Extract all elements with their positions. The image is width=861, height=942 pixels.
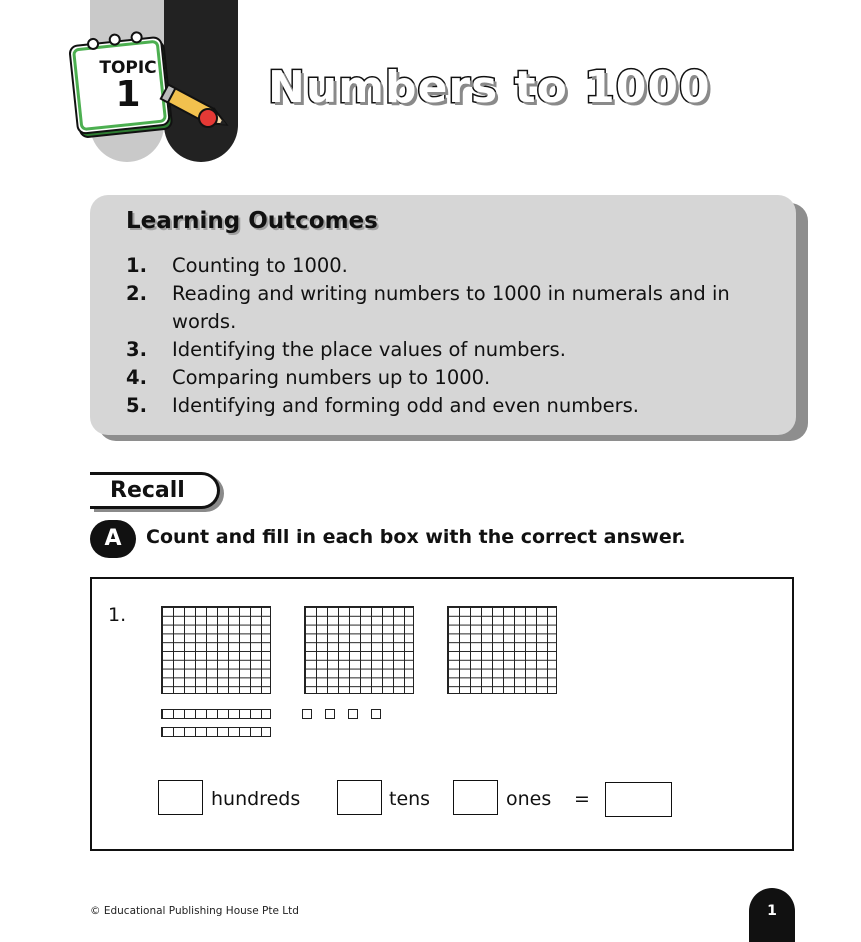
list-item-number: 1. — [126, 254, 147, 277]
ones-label: ones — [506, 788, 552, 810]
list-item — [126, 280, 786, 336]
total-answer-box[interactable] — [605, 782, 672, 817]
list-item-number: 2. — [126, 282, 147, 305]
page-title: Numbers to 1000 — [268, 62, 711, 113]
ten-rod — [161, 727, 271, 737]
ones-answer-box[interactable] — [453, 780, 498, 815]
hundred-flat — [304, 606, 414, 694]
hundred-flat — [447, 606, 557, 694]
topic-label: TOPIC — [99, 58, 157, 78]
hundred-flat — [161, 606, 271, 694]
list-item-text: Identifying and forming odd and even numbers. — [172, 394, 639, 417]
list-item-text: Identifying the place values of numbers. — [172, 338, 566, 361]
tens-label: tens — [389, 788, 431, 810]
list-item — [126, 392, 786, 420]
topic-number: 1 — [115, 74, 141, 115]
hundreds-label: hundreds — [211, 788, 301, 810]
learning-outcomes-list — [126, 252, 786, 420]
section-a-instruction: Count and fill in each box with the correct answer. — [146, 526, 686, 548]
ten-rod — [161, 709, 271, 719]
question-number: 1. — [108, 604, 127, 626]
list-item — [126, 364, 786, 392]
equals-sign: = — [574, 788, 590, 810]
one-cube — [348, 709, 358, 719]
list-item-number: 3. — [126, 338, 147, 361]
copyright-text: © Educational Publishing House Pte Ltd — [90, 905, 299, 917]
recall-label: Recall — [110, 478, 185, 503]
learning-outcomes-title: Learning Outcomes — [126, 208, 378, 234]
one-cube — [325, 709, 335, 719]
list-item-text: Counting to 1000. — [172, 254, 348, 277]
one-cube — [371, 709, 381, 719]
section-a-badge: A — [90, 520, 136, 558]
list-item-text: Reading and writing numbers to 1000 in numerals and in words. — [172, 282, 730, 333]
tens-answer-box[interactable] — [337, 780, 382, 815]
list-item-number: 5. — [126, 394, 147, 417]
list-item-text: Comparing numbers up to 1000. — [172, 366, 491, 389]
list-item — [126, 252, 786, 280]
page-number: 1 — [749, 888, 795, 942]
one-cube — [302, 709, 312, 719]
hundreds-answer-box[interactable] — [158, 780, 203, 815]
list-item — [126, 336, 786, 364]
list-item-number: 4. — [126, 366, 147, 389]
